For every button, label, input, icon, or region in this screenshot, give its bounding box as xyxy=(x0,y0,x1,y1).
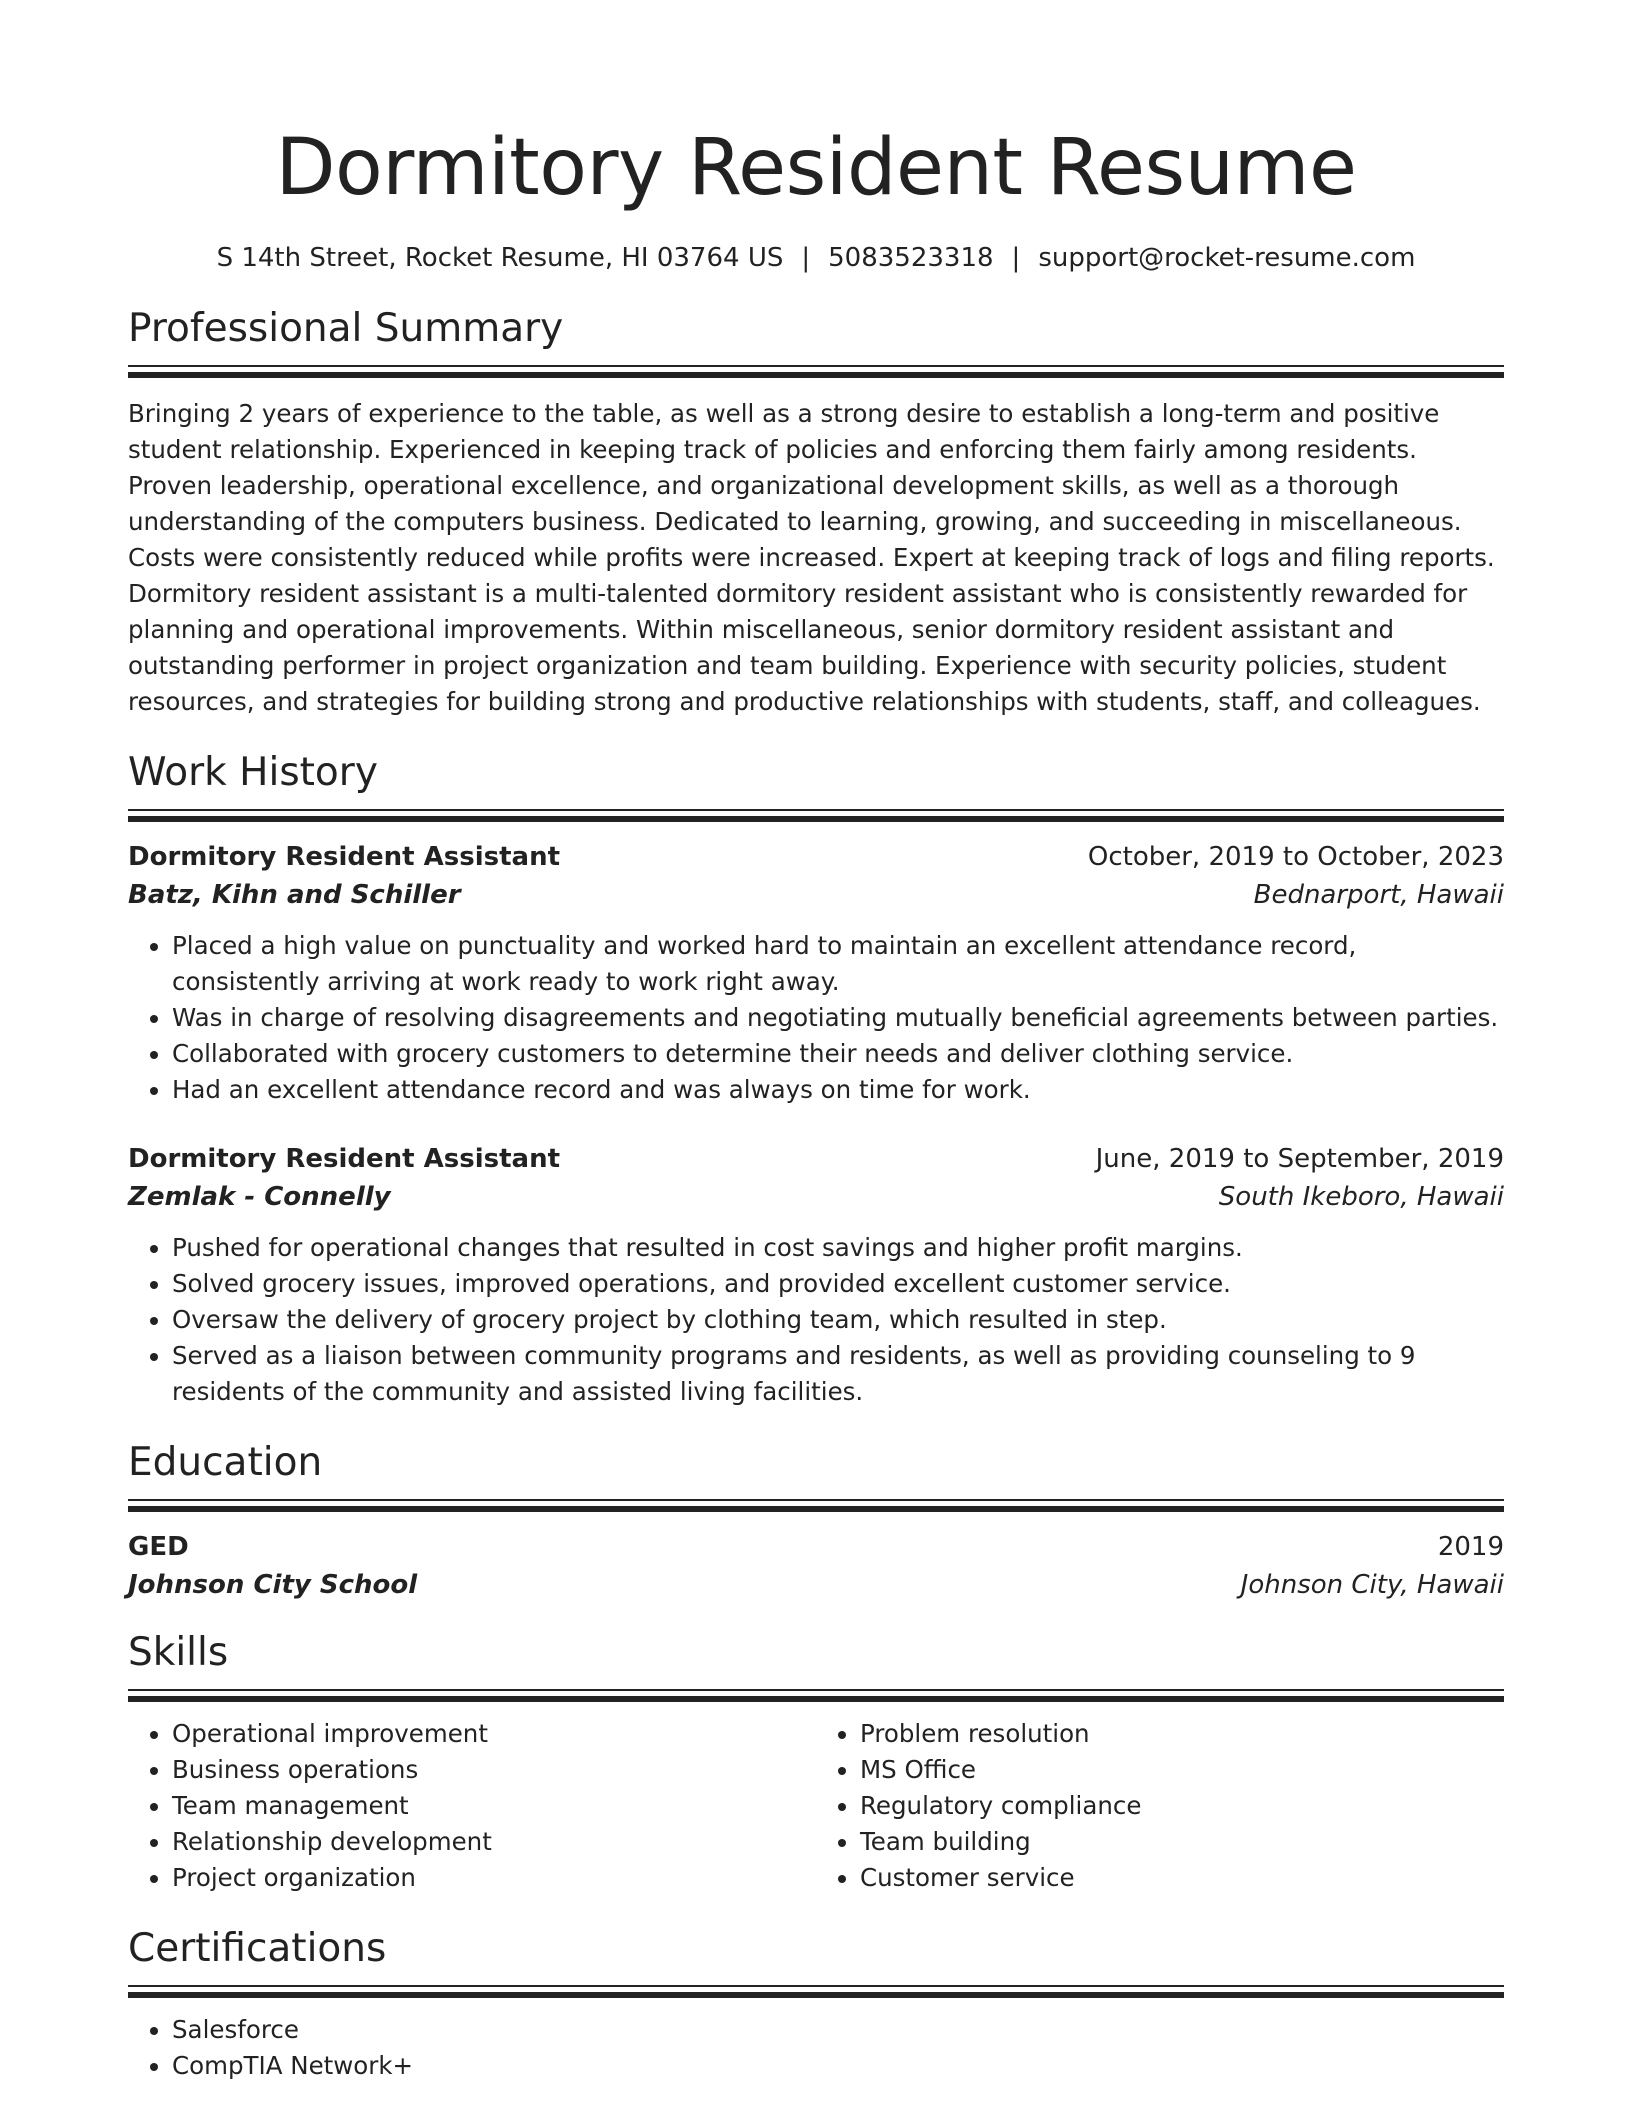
section-divider xyxy=(128,1985,1504,1998)
skills-list-right xyxy=(816,1716,1504,1896)
list-item: • Relationship development xyxy=(172,1824,816,1860)
job-dates: October, 2019 to October, 2023 xyxy=(1087,842,1504,872)
list-item: • Problem resolution xyxy=(860,1716,1504,1752)
list-item: • CompTIA Network+ xyxy=(172,2048,1504,2084)
section-divider xyxy=(128,1499,1504,1512)
certifications-section xyxy=(128,1924,1504,2084)
list-item: • Business operations xyxy=(172,1752,816,1788)
skills-columns xyxy=(128,1702,1504,1896)
section-heading: Work History xyxy=(128,750,378,795)
list-item: • Pushed for operational changes that resulted in cost savings and higher profit margins. xyxy=(172,1230,1504,1266)
list-item: • Served as a liaison between community programs and residents, as well as providing counseling to 9 residents of the community and assisted living facilities. xyxy=(172,1338,1504,1410)
job-location: Bednarport, Hawaii xyxy=(1253,880,1504,910)
education-location: Johnson City, Hawaii xyxy=(1240,1570,1504,1600)
contact-separator: | xyxy=(1011,243,1021,273)
list-item: • Team management xyxy=(172,1788,816,1824)
job-header-row xyxy=(128,1140,1504,1178)
education-year: 2019 xyxy=(1437,1532,1504,1562)
job-bullets xyxy=(128,1230,1504,1410)
resume-title: Dormitory Resident Resume xyxy=(275,123,1357,213)
section-heading: Professional Summary xyxy=(128,306,564,351)
list-item: • Operational improvement xyxy=(172,1716,816,1752)
job-entry xyxy=(128,838,1504,1108)
job-title: Dormitory Resident Assistant xyxy=(128,1144,561,1174)
contact-email: support@rocket-resume.com xyxy=(1038,243,1416,273)
contact-separator: | xyxy=(801,243,811,273)
job-entry xyxy=(128,1140,1504,1410)
job-header-row xyxy=(128,838,1504,876)
job-sub-row xyxy=(128,1178,1504,1216)
list-item: • Project organization xyxy=(172,1860,816,1896)
section-heading: Certifications xyxy=(128,1926,387,1971)
contact-phone: 5083523318 xyxy=(828,243,994,273)
certifications-list xyxy=(128,2012,1504,2084)
job-title: Dormitory Resident Assistant xyxy=(128,842,561,872)
contact-line xyxy=(128,240,1504,276)
education-school: Johnson City School xyxy=(128,1570,418,1600)
list-item: • Customer service xyxy=(860,1860,1504,1896)
education-degree: GED xyxy=(128,1532,189,1562)
list-item: • Oversaw the delivery of grocery project by clothing team, which resulted in step. xyxy=(172,1302,1504,1338)
list-item: • Team building xyxy=(860,1824,1504,1860)
education-header-row xyxy=(128,1528,1504,1566)
list-item: • Salesforce xyxy=(172,2012,1504,2048)
list-item: • Had an excellent attendance record and was always on time for work. xyxy=(172,1072,1504,1108)
section-heading: Skills xyxy=(128,1630,229,1675)
education-sub-row xyxy=(128,1566,1504,1604)
job-location: South Ikeboro, Hawaii xyxy=(1218,1182,1504,1212)
section-divider xyxy=(128,1689,1504,1702)
contact-address: S 14th Street, Rocket Resume, HI 03764 US xyxy=(216,243,784,273)
education-entry xyxy=(128,1528,1504,1604)
job-company: Zemlak - Connelly xyxy=(128,1182,391,1212)
work-history-section xyxy=(128,748,1504,1410)
section-divider xyxy=(128,365,1504,378)
job-sub-row xyxy=(128,876,1504,914)
job-bullets xyxy=(128,928,1504,1108)
summary-section xyxy=(128,304,1504,720)
job-company: Batz, Kihn and Schiller xyxy=(128,880,461,910)
list-item: • Solved grocery issues, improved operations, and provided excellent customer service. xyxy=(172,1266,1504,1302)
list-item: • Placed a high value on punctuality and worked hard to maintain an excellent attendance record, consistently arriving at work ready to work right away. xyxy=(172,928,1504,1000)
job-dates: June, 2019 to September, 2019 xyxy=(1095,1144,1504,1174)
section-divider xyxy=(128,809,1504,822)
list-item: • Was in charge of resolving disagreements and negotiating mutually beneficial agreements between parties. xyxy=(172,1000,1504,1036)
section-heading: Education xyxy=(128,1440,323,1485)
list-item: • MS Office xyxy=(860,1752,1504,1788)
skills-list-left xyxy=(128,1716,816,1896)
list-item: • Regulatory compliance xyxy=(860,1788,1504,1824)
summary-text: Bringing 2 years of experience to the table, as well as a strong desire to establish a long-term and positive student relationship. Experienced in keeping track of policies and enforcing them fairly among residents. Proven leadership, operational excellence, and organizational development skills, as well as a thorough understanding of the computers business. Dedicated to learning, growing, and succeeding in miscellaneous. Costs were consistently reduced while profits were increased. Expert at keeping track of logs and filing reports. Dormitory resident assistant is a multi-talented dormitory resident assistant who is consistently rewarded for planning and operational improvements. Within miscellaneous, senior dormitory resident assistant and outstanding performer in project organization and team building. Experience with security policies, student resources, and strategies for building strong and productive relationships with students, staff, and colleagues. xyxy=(128,399,1495,716)
education-section xyxy=(128,1438,1504,1604)
list-item: • Collaborated with grocery customers to determine their needs and deliver clothing service. xyxy=(172,1036,1504,1072)
skills-section xyxy=(128,1628,1504,1896)
